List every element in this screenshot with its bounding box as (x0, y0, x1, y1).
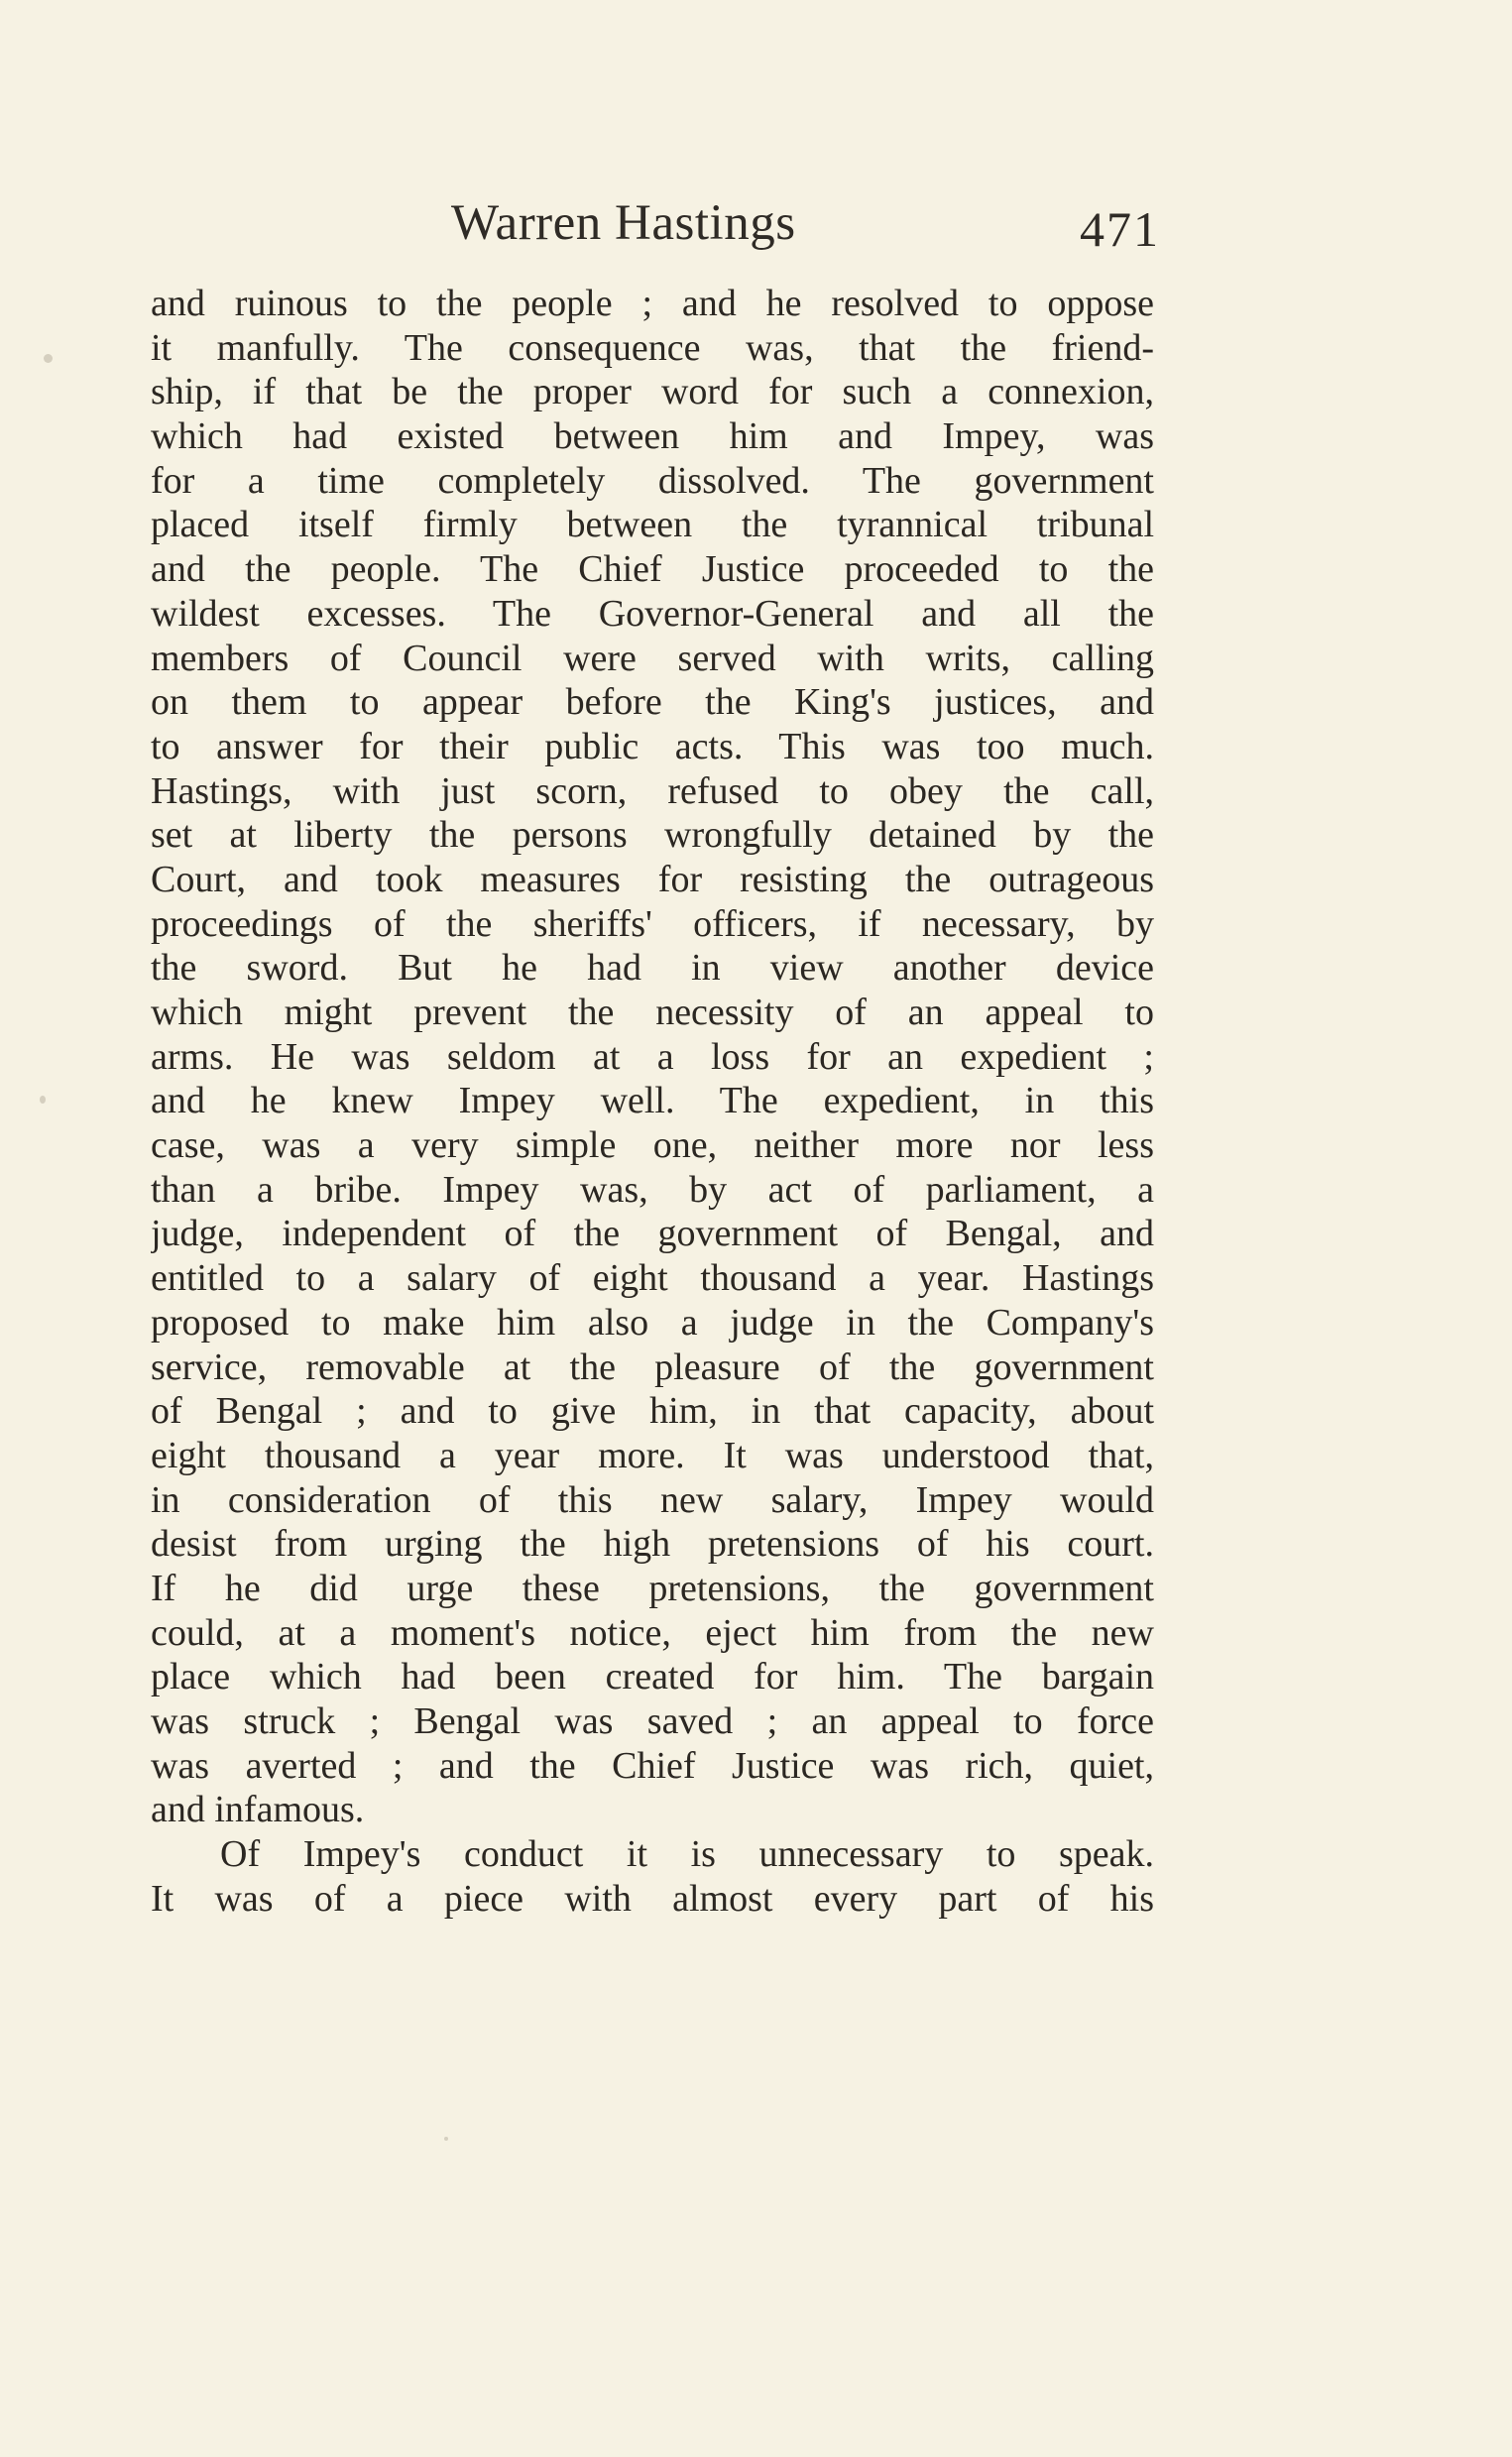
text-line: on them to appear before the King's justices, and (151, 681, 1154, 724)
text-line: was struck ; Bengal was saved ; an appeal to force (151, 1700, 1154, 1742)
text-line: desist from urging the high pretensions of his court. (151, 1523, 1154, 1566)
text-line: eight thousand a year more. It was understood that, (151, 1434, 1154, 1476)
text-line: which might prevent the necessity of an appeal to (151, 992, 1154, 1033)
text-line: proposed to make him also a judge in the Company's (151, 1301, 1154, 1344)
text-line: and he knew Impey well. The expedient, in this (151, 1080, 1154, 1122)
text-line: Hastings, with just scorn, refused to obey the call, (151, 769, 1154, 812)
text-line: set at liberty the persons wrongfully detained by the (151, 814, 1154, 857)
page-speck (40, 1096, 46, 1104)
text-line: entitled to a salary of eight thousand a year. Hastings (151, 1257, 1154, 1300)
text-line: of Bengal ; and to give him, in that capacity, about (151, 1390, 1154, 1433)
text-line: judge, independent of the government of Bengal, and (151, 1213, 1154, 1255)
text-line: and ruinous to the people ; and he resolved to oppose (151, 283, 1154, 324)
page-header (149, 194, 1160, 264)
text-line: service, removable at the pleasure of the government (151, 1346, 1154, 1388)
page-speck (44, 354, 53, 363)
text-line: which had existed between him and Impey, was (151, 415, 1154, 458)
paragraph-end-line: and infamous. (151, 1789, 365, 1831)
text-line: for a time completely dissolved. The government (151, 459, 1154, 502)
running-title: Warren Hastings (451, 195, 796, 251)
paragraph-start-line: Of Impey's conduct it is unnecessary to speak. (220, 1833, 1154, 1876)
text-line: and the people. The Chief Justice proceeded to the (151, 548, 1154, 591)
text-line: proceedings of the sheriffs' officers, if necessary, by (151, 902, 1154, 945)
text-line: could, at a moment's notice, eject him from the new (151, 1611, 1154, 1654)
text-line: to answer for their public acts. This was too much. (151, 725, 1154, 767)
text-line: the sword. But he had in view another device (151, 947, 1154, 990)
text-line: place which had been created for him. The bargain (151, 1656, 1154, 1698)
text-line: was averted ; and the Chief Justice was rich, quiet, (151, 1744, 1154, 1787)
text-line: than a bribe. Impey was, by act of parliament, a (151, 1168, 1154, 1211)
page-speck (444, 2137, 448, 2141)
body-text (151, 282, 1154, 1921)
text-line: If he did urge these pretensions, the government (151, 1567, 1154, 1609)
text-line: members of Council were served with writs, calling (151, 637, 1154, 679)
page-number: 471 (1080, 201, 1160, 257)
text-line: arms. He was seldom at a loss for an expedient ; (151, 1035, 1154, 1078)
text-line: wildest excesses. The Governor-General and all the (151, 592, 1154, 635)
text-line: It was of a piece with almost every part of his (151, 1877, 1154, 1920)
text-line: ship, if that be the proper word for such a connexion, (151, 371, 1154, 413)
text-line: in consideration of this new salary, Impey would (151, 1478, 1154, 1521)
text-line: it manfully. The consequence was, that the friend- (151, 326, 1154, 369)
text-line: placed itself firmly between the tyrannical tribunal (151, 504, 1154, 546)
text-line: Court, and took measures for resisting the outrageous (151, 858, 1154, 900)
text-line: case, was a very simple one, neither more nor less (151, 1124, 1154, 1167)
